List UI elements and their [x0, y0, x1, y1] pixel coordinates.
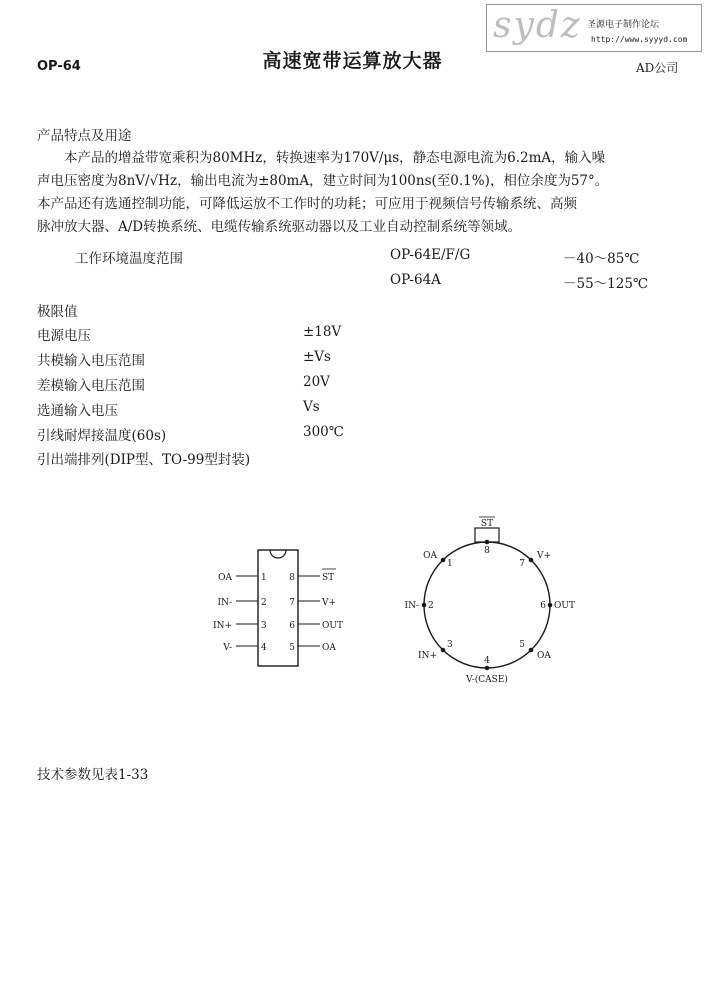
to99-pin3-num: 3: [447, 640, 453, 650]
features-line-2: 声电压密度为8nV/√Hz，输出电流为±80mA，建立时间为100ns(至0.1%)，相位余度为57°。: [37, 173, 609, 189]
to99-pin1-num: 1: [447, 559, 453, 569]
to99-pin5-num: 5: [519, 640, 525, 650]
limit-label-common-mode: 共模输入电压范围: [37, 353, 145, 369]
dip-pin3-num: 3: [261, 621, 267, 631]
features-line-3: 本产品还有选通控制功能，可降低运放不工作时的功耗；可应用于视频信号传输系统、高频: [37, 196, 577, 212]
dip-pin2-name: IN-: [217, 598, 232, 608]
limit-value-strobe: Vs: [303, 399, 320, 415]
temp-range-1: －40～85℃: [563, 251, 640, 267]
model-number: OP-64: [37, 59, 81, 74]
watermark-box: [486, 4, 702, 52]
to99-pin5-name: OA: [537, 651, 551, 661]
limit-value-supply: ±18V: [303, 324, 342, 340]
watermark-url: http://www.syyyd.com: [591, 35, 688, 44]
watermark-site-name: 圣源电子制作论坛: [587, 20, 660, 30]
dip-package-diagram: [200, 540, 370, 680]
dip-pin3-name: IN+: [213, 621, 232, 631]
to99-pin2-num: 2: [428, 601, 434, 611]
to99-pin4-num: 4: [484, 656, 490, 666]
dip-pin7-num: 7: [289, 598, 295, 608]
features-heading: 产品特点及用途: [37, 128, 132, 144]
limit-label-solder: 引线耐焊接温度(60s): [37, 428, 167, 444]
dip-pin5-num: 5: [289, 643, 295, 653]
dip-pin6-num: 6: [289, 621, 295, 631]
dip-pin4-num: 4: [261, 643, 267, 653]
to99-tab-label: ST: [480, 519, 494, 529]
dip-pin8-num: 8: [289, 573, 295, 583]
limits-heading: 极限值: [37, 304, 78, 320]
limit-label-strobe: 选通输入电压: [37, 403, 118, 419]
dip-pin7-name: V+: [322, 598, 337, 608]
dip-pin6-name: OUT: [322, 621, 343, 631]
to99-pin3-name: IN+: [418, 651, 437, 661]
to99-pin2-name: IN-: [404, 601, 419, 611]
temp-range-label: 工作环境温度范围: [75, 251, 183, 267]
page-title: 高速宽带运算放大器: [262, 50, 443, 72]
to99-package-diagram: [395, 508, 595, 688]
limit-value-differential: 20V: [303, 374, 330, 390]
company-name: AD公司: [636, 61, 679, 75]
features-line-1: 本产品的增益带宽乘积为80MHz，转换速率为170V/μs，静态电源电流为6.2mA，输入噪: [64, 150, 606, 166]
dip-pin1-name: OA: [218, 573, 232, 583]
limit-label-differential: 差模输入电压范围: [37, 378, 145, 394]
parameter-table-reference: 技术参数见表1-33: [37, 767, 149, 783]
dip-notch: [270, 550, 286, 558]
limit-value-solder: 300℃: [303, 424, 344, 440]
dip-pin2-num: 2: [261, 598, 267, 608]
to99-pin1-name: OA: [423, 551, 437, 561]
to99-case-label: V-(CASE): [466, 675, 508, 685]
to99-pin6-num: 6: [540, 601, 546, 611]
dip-pin5-name: OA: [322, 643, 336, 653]
pinout-heading: 引出端排列(DIP型、TO-99型封装): [37, 452, 251, 468]
dip-pin8-name: ST: [322, 573, 335, 583]
dip-pin4-name: V-: [223, 643, 232, 653]
to99-pin8-num: 8: [484, 546, 490, 556]
features-line-4: 脉冲放大器、A/D转换系统、电缆传输系统驱动器以及工业自动控制系统等领域。: [37, 219, 522, 235]
temp-model-2: OP-64A: [390, 272, 441, 288]
limit-label-supply: 电源电压: [37, 328, 91, 344]
temp-range-2: －55～125℃: [563, 276, 649, 292]
to99-pin6-name: OUT: [554, 601, 575, 611]
limit-value-common-mode: ±Vs: [303, 349, 331, 365]
watermark-logo: sydz: [493, 5, 582, 46]
to99-pin7-name: V+: [537, 551, 552, 561]
to99-pin7-num: 7: [519, 559, 525, 569]
dip-pin1-num: 1: [261, 573, 267, 583]
temp-model-1: OP-64E/F/G: [390, 247, 471, 263]
